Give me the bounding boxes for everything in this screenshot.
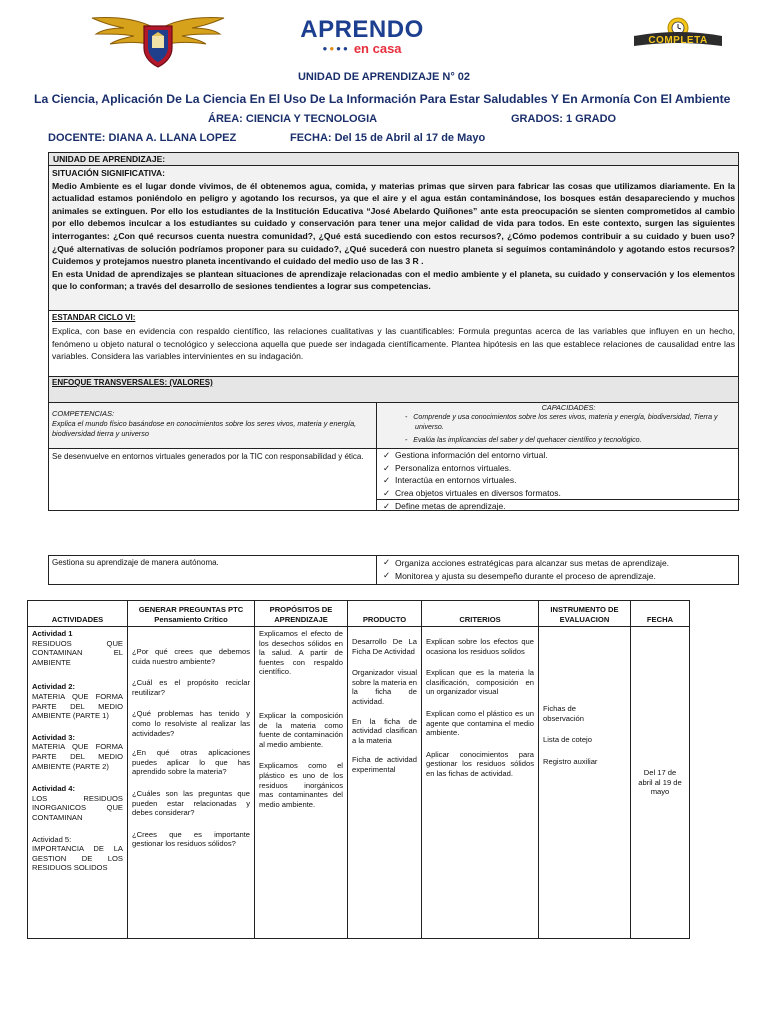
actividad-text: IMPORTANCIA DE LA GESTION DE LOS RESIDUOS SOLIDOS xyxy=(32,844,123,873)
competencias-row xyxy=(49,403,738,449)
unit-box xyxy=(48,152,739,511)
unit-heading: UNIDAD DE APRENDIZAJE: xyxy=(49,153,738,166)
unit-theme: La Ciencia, Aplicación De La Ciencia En El Uso De La Información Para Estar Saludables Y En Armonía Con El Ambiente xyxy=(34,92,731,106)
criterio-item: Aplicar conocimientos para gestionar los residuos sólidos en las fichas de actividad. xyxy=(426,749,534,778)
virtual-competencia: Se desenvuelve en entornos virtuales generados por la TIC con responsabilidad y ética. xyxy=(49,449,377,511)
docente-label: DOCENTE: DIANA A. LLANA LOPEZ xyxy=(48,132,237,144)
winged-shield-icon xyxy=(90,12,226,68)
logo-dots-icon: ●●●● xyxy=(322,44,350,53)
situacion-text: Medio Ambiente es el lugar donde vivimos, de él obtenemos agua, comida, y materias primas que sirven para fabricar las cosas que utilizamos diariamente. En la actualidad estamos poniéndolo en peligro y agotando los recursos, ya que el aire y el agua están contaminándose, los bosques están desapareciendo y muchos animales se extinguen. Por ello los estudiantes de la Institución Educativa “José Abelardo Quiñones” ante esta preocupación se sienten comprometidos al cambio por ello debemos inculcar a los estudiantes su cuidado y conservación para tener una mejor calidad de vida para todos. En este contexto, surgen las siguientes interrogantes: ¿Con qué recursos cuenta nuestra comunidad?, ¿Qué está sucediendo con estos recursos?, ¿Cómo podemos contribuir a su cuidado y buen uso? ¿Qué alternativas de solución podríamos proponer para su cuidado?, ¿Qué sucederá con nuestro planeta si seguimos contaminándolo y agotando estos recursos? Cuidemos y protejamos nuestro planeta incentivando el cuidado del medio uso de las 3 R . xyxy=(52,180,735,267)
fecha-label: FECHA: Del 15 de Abril al 17 de Mayo xyxy=(290,132,486,144)
check-item: ✓ Personaliza entornos virtuales. xyxy=(377,462,740,475)
actividad-text: MATERIA QUE FORMA PARTE DEL MEDIO AMBIENTE (PARTE 2) xyxy=(32,742,123,771)
pregunta-item: ¿Por qué crees que debemos cuida nuestro ambiente? xyxy=(132,647,250,666)
table-row xyxy=(28,627,690,939)
actividad-label: Actividad 3: xyxy=(32,732,76,742)
header-preguntas: GENERAR PREGUNTAS PTC Pensamiento Crítico xyxy=(128,601,255,627)
estandar-text: Explica, con base en evidencia con respaldo científico, las relaciones cualitativas y las cuantificables: Formula preguntas acerca de las variables que influyen en un hecho, fenómeno u objeto natural o tecnológico y selecciona aquella que puede ser indagada científicamente. Plantea hipótesis en las que establece relaciones de causalidad entre las variables. Considera las variables intervinientes en su indagación. xyxy=(52,325,735,362)
estandar-label: ESTANDAR CICLO VI: xyxy=(52,313,136,322)
check-item: ✓ Crea objetos virtuales en diversos formatos. xyxy=(377,487,740,500)
logo-sub-text: en casa xyxy=(353,41,402,56)
autonomo-box xyxy=(48,555,739,585)
estandar-section xyxy=(49,311,738,377)
check-item: ✓ Organiza acciones estratégicas para alcanzar sus metas de aprendizaje. xyxy=(377,556,740,569)
header-criterios: CRITERIOS xyxy=(422,601,539,627)
competencias-label: COMPETENCIAS: xyxy=(52,409,115,418)
enfoque-label: ENFOQUE TRANSVERSALES: (VALORES) xyxy=(49,377,738,403)
check-item: ✓ Gestiona información del entorno virtual. xyxy=(377,449,740,462)
capacidades-cell xyxy=(377,403,740,448)
activities-table xyxy=(27,600,690,939)
table-header-row xyxy=(28,601,690,627)
situacion-text-2: En esta Unidad de aprendizajes se plantean situaciones de aprendizaje relacionadas con el medio ambiente y el planeta, su cuidado y conservación y los elementos que lo conforman; a través del desarrollo de sesiones tendientes a lograr sus competencias. xyxy=(52,268,735,292)
grados-label: GRADOS: 1 GRADO xyxy=(511,113,617,125)
fecha-value: Del 17 de abril al 19 de mayo xyxy=(638,768,682,797)
header-instrumento: INSTRUMENTO DE EVALUACION xyxy=(539,601,631,627)
jornada-completa-logo xyxy=(632,16,724,50)
actividades-cell xyxy=(28,627,128,939)
competencias-text: Explica el mundo físico basándose en conocimientos sobre los seres vivos, materia y energía, biodiversidad tierra y universo xyxy=(52,419,357,438)
check-item: ✓ Interactúa en entornos virtuales. xyxy=(377,474,740,487)
instrumento-cell xyxy=(539,627,631,939)
header-producto: PRODUCTO xyxy=(348,601,422,627)
producto-cell xyxy=(348,627,422,939)
instrumento-item: Fichas de observación xyxy=(543,704,584,723)
capacidad-item: - Comprende y usa conocimientos sobre los seres vivos, materia y energía, biodiversidad, Tierra y universo. xyxy=(405,413,718,431)
capacidad-item: - Evalúa las implicancias del saber y del quehacer científico y tecnológico. xyxy=(405,436,642,444)
actividad-text: RESIDUOS QUE CONTAMINAN EL AMBIENTE xyxy=(32,638,123,667)
producto-item: En la ficha de actividad clasifican a la materia xyxy=(352,716,417,745)
proposito-item: Explicamos el efecto de los desechos sólidos en la salud. A partir de fuentes con respaldo científico. xyxy=(259,629,343,677)
proposito-item: Explicar la composición de la materia como fuente de contaminación al medio ambiente. xyxy=(259,710,343,749)
criterio-item: Explican que es la materia la clasificación, composición en un organizador visual xyxy=(426,668,534,697)
preguntas-cell xyxy=(128,627,255,939)
instrumento-item: Lista de cotejo xyxy=(543,735,592,745)
pregunta-item: ¿Crees que es importante gestionar los residuos sólidos? xyxy=(132,829,250,849)
actividad-text: MATERIA QUE FORMA PARTE DEL MEDIO AMBIENTE (PARTE 1) xyxy=(32,691,123,721)
situacion-label: SITUACIÓN SIGNIFICATIVA: xyxy=(52,168,166,178)
actividad-label: Actividad 1 xyxy=(32,629,73,638)
aprendo-en-casa-logo xyxy=(300,16,424,56)
pregunta-item: ¿Qué problemas has tenido y como lo resolviste al realizar las actividades? xyxy=(132,709,250,738)
producto-item: Ficha de actividad experimental xyxy=(352,755,417,774)
competencias-cell xyxy=(49,403,377,448)
actividad-label: Actividad 5: xyxy=(32,834,72,844)
pregunta-item: ¿Cuáles son las preguntas que pueden estar relacionadas y debes considerar? xyxy=(132,788,250,818)
criterio-item: Explican sobre los efectos que ocasiona los residuos solidos xyxy=(426,637,534,656)
logo-main-text: APRENDO xyxy=(300,16,424,43)
check-item: ✓ Monitorea y ajusta su desempeño durante el proceso de aprendizaje. xyxy=(377,569,740,582)
actividad-label: Actividad 4: xyxy=(32,784,76,794)
actividad-text: LOS RESIDUOS INORGANICOS QUE CONTAMINAN xyxy=(32,793,123,822)
header-actividades: ACTIVIDADES xyxy=(28,601,128,627)
pregunta-item: ¿En qué otras aplicaciones puedes aplicar lo que has aprendido sobre la materia? xyxy=(132,748,250,777)
situacion-significativa xyxy=(49,166,738,311)
criterio-item: Explican como el plástico es un agente que contamina el medio ambiente. xyxy=(426,708,534,738)
header-propositos: PROPÓSITOS DE APRENDIZAJE xyxy=(255,601,348,627)
propositos-cell xyxy=(255,627,348,939)
pregunta-item: ¿Cuál es el propósito reciclar reutilizar? xyxy=(132,678,250,697)
instrumento-item: Registro auxiliar xyxy=(543,756,598,766)
logo-right-text: COMPLETA xyxy=(648,35,708,46)
check-item: ✓ Define metas de aprendizaje. xyxy=(377,499,740,512)
producto-item: Desarrollo De La Ficha De Actividad xyxy=(352,637,417,656)
unit-title: UNIDAD DE APRENDIZAJE N° 02 xyxy=(297,71,471,83)
area-label: ÁREA: CIENCIA Y TECNOLOGIA xyxy=(208,113,378,125)
header-fecha: FECHA xyxy=(631,601,690,627)
autonomo-competencia: Gestiona su aprendizaje de manera autónoma. xyxy=(49,556,377,584)
actividad-label: Actividad 2: xyxy=(32,682,76,692)
virtual-row xyxy=(49,449,738,511)
criterios-cell xyxy=(422,627,539,939)
virtual-capacidades xyxy=(377,449,740,511)
fecha-cell xyxy=(631,627,690,939)
autonomo-capacidades xyxy=(377,556,740,584)
capacidades-label: CAPACIDADES: xyxy=(541,403,596,412)
producto-item: Organizador visual sobre la materia en la ficha de actividad. xyxy=(352,668,418,706)
school-crest-logo xyxy=(90,12,226,68)
proposito-item: Explicamos como el plástico es uno de los residuos inorgánicos mas contaminantes del medio ambiente. xyxy=(259,761,343,809)
